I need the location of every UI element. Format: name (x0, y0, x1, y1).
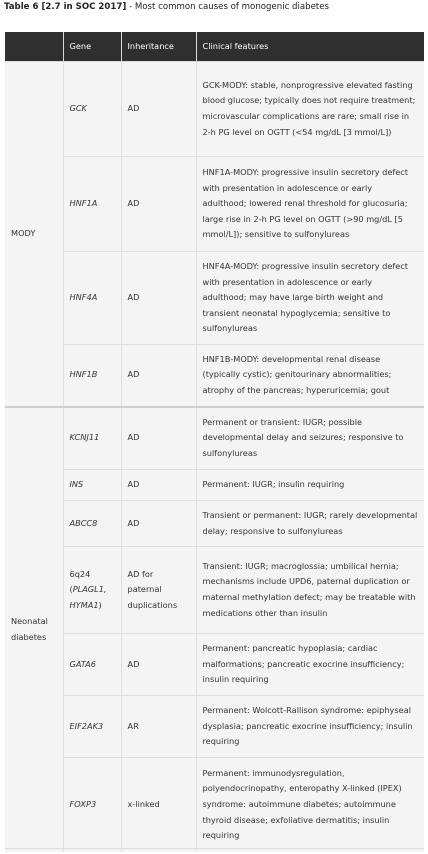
group-label: Neonatal diabetes (5, 407, 63, 852)
inheritance-cell: AD for paternal duplications (121, 547, 196, 634)
gene-cell: KCNJ11 (63, 407, 121, 470)
group-label: MODY (5, 62, 63, 407)
gene-locus: 6q24 ( (69, 568, 91, 595)
features-cell: GCK-MODY: stable, nonprogressive elevated fasting blood glucose; typically does not require treatment; microvascular complications are rare; small rise in 2-h PG level on OGTT (<54 mg/dL [3 mmol/L]) (196, 62, 424, 157)
gene-cell: INS (63, 470, 121, 501)
gene-cell: FOXP3 (63, 758, 121, 852)
gene-names: PLAGL1, HYMA1 (69, 584, 107, 610)
table-row (5, 252, 424, 345)
features-cell: Permanent: Wolcott-Rallison syndrome: epiphyseal dysplasia; pancreatic exocrine insufficiency; insulin requiring (196, 696, 424, 758)
features-cell: Transient: IUGR; macroglossia; umbilical hernia; mechanisms include UPD6, paternal duplication or maternal methylation defect; may be treatable with medications other than insulin (196, 547, 424, 634)
header-gene: Gene (63, 32, 121, 62)
table-row (5, 407, 424, 470)
table-title: - Most common causes of monogenic diabetes (126, 2, 330, 12)
header-clinical-features: Clinical features (196, 32, 424, 62)
features-cell: Permanent: pancreatic hypoplasia; cardiac malformations; pancreatic exocrine insufficiency; insulin requiring (196, 634, 424, 696)
gene-close-paren: ) (98, 599, 102, 610)
inheritance-cell: AD (121, 62, 196, 157)
gene-cell: HNF1B (63, 345, 121, 407)
inheritance-cell: x-linked (121, 758, 196, 852)
features-cell: Transient or permanent: IUGR; rarely developmental delay; responsive to sulfonylureas (196, 501, 424, 547)
table-row (5, 634, 424, 696)
gene-cell (63, 547, 121, 634)
features-cell: HNF4A-MODY: progressive insulin secretory defect with presentation in adolescence or early adulthood; may have large birth weight and transient neonatal hypoglycemia; sensitive to sulfonylureas (196, 252, 424, 345)
inheritance-cell: AD (121, 634, 196, 696)
header-group (5, 32, 63, 62)
gene-cell: GATA6 (63, 634, 121, 696)
gene-cell: HNF1A (63, 157, 121, 252)
gene-cell: EIF2AK3 (63, 696, 121, 758)
table-number: Table 6 [2.7 in SOC 2017] (4, 2, 127, 12)
features-cell: Permanent: IUGR; insulin requiring (196, 470, 424, 501)
gene-cell: GCK (63, 62, 121, 157)
inheritance-cell: AD (121, 407, 196, 470)
table-row (5, 547, 424, 634)
features-cell: Permanent: immunodysregulation, polyendocrinopathy, enteropathy X-linked (IPEX) syndrome: autoimmune diabetes; autoimmune thyroid disease; exfoliative dermatitis; insulin requiring (196, 758, 424, 852)
table-row (5, 696, 424, 758)
gene-cell: HNF4A (63, 252, 121, 345)
inheritance-cell: AD (121, 501, 196, 547)
table-row (5, 157, 424, 252)
features-cell: Permanent or transient: IUGR; possible developmental delay and seizures; responsive to sulfonylureas (196, 407, 424, 470)
inheritance-cell: AD (121, 252, 196, 345)
monogenic-diabetes-table (5, 32, 424, 852)
table-bottom-border (5, 848, 424, 849)
inheritance-cell: AD (121, 345, 196, 407)
table-row (5, 758, 424, 852)
table-caption (4, 0, 424, 14)
table-row (5, 501, 424, 547)
table-header-row (5, 32, 424, 62)
inheritance-cell: AD (121, 470, 196, 501)
table-row (5, 470, 424, 501)
gene-cell: ABCC8 (63, 501, 121, 547)
table-row (5, 345, 424, 407)
features-cell: HNF1B-MODY: developmental renal disease (typically cystic); genitourinary abnormalities; atrophy of the pancreas; hyperuricemia; gout (196, 345, 424, 407)
header-inheritance: Inheritance (121, 32, 196, 62)
features-cell: HNF1A-MODY: progressive insulin secretory defect with presentation in adolescence or early adulthood; lowered renal threshold for glucosuria; large rise in 2-h PG level on OGTT (>90 mg/dL [5 mmol/L]); sensitive to sulfonylureas (196, 157, 424, 252)
inheritance-cell: AR (121, 696, 196, 758)
inheritance-cell: AD (121, 157, 196, 252)
table-row (5, 62, 424, 157)
